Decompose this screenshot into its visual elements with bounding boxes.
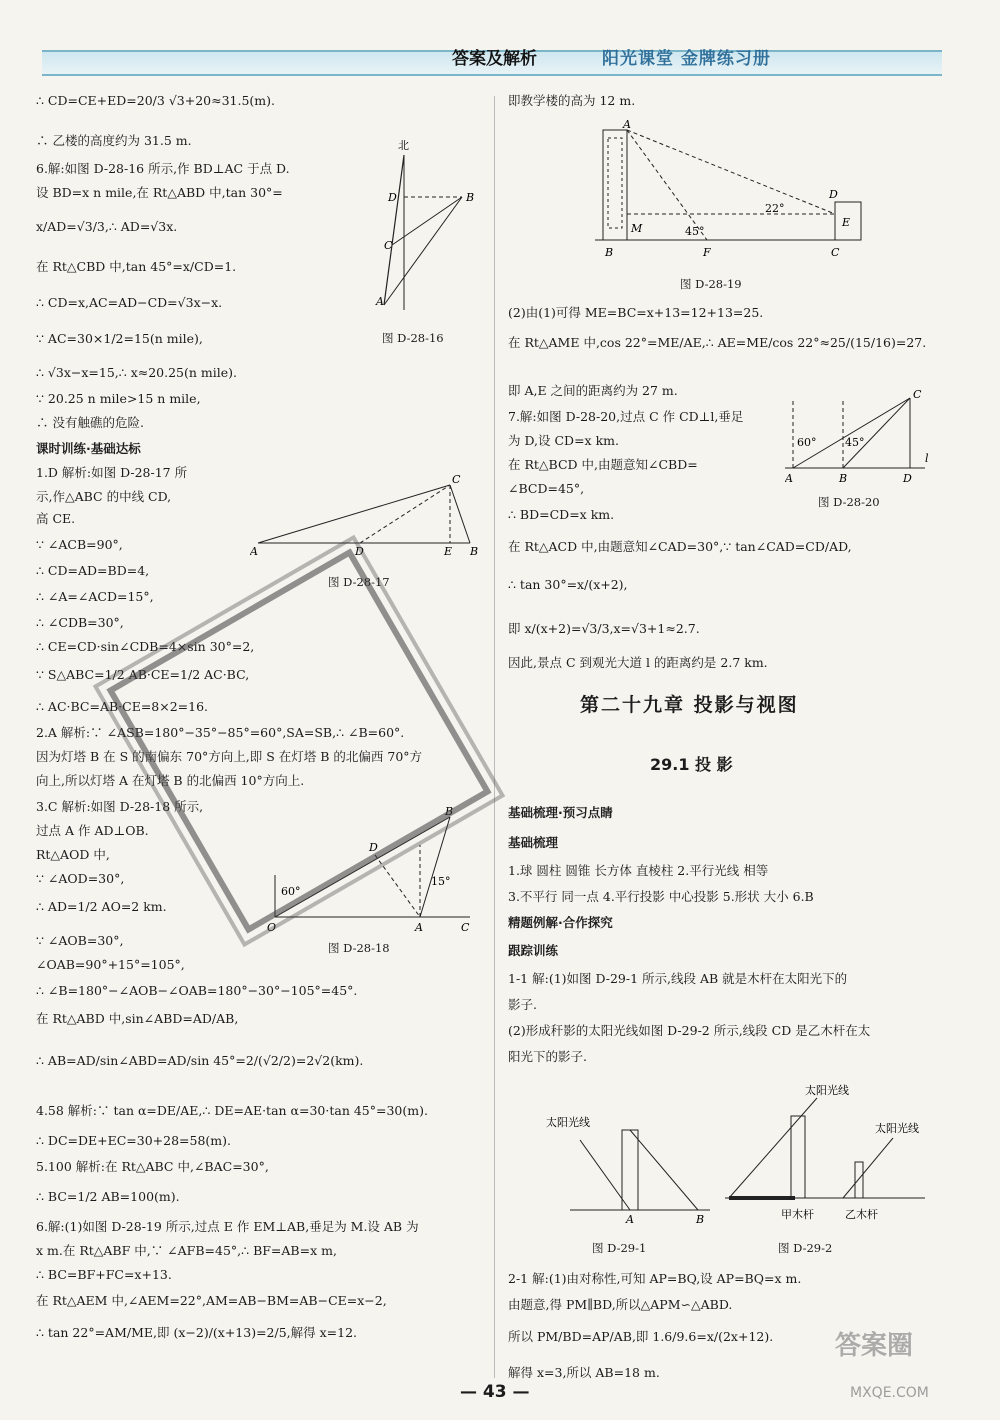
text-line: ∠OAB=90°+15°=105°, [36, 957, 185, 972]
text-line: 因为灯塔 B 在 S 的南偏东 70°方向上,即 S 在灯塔 B 的北偏西 70°方 [36, 749, 423, 764]
north-label: 北 [398, 139, 409, 152]
sunlight-label-3: 太阳光线 [875, 1122, 919, 1135]
figure-d-28-19 [595, 118, 870, 266]
text-line: ∴ tan 22°=AM/ME,即 (x−2)/(x+13)=2/5,解得 x=12. [36, 1325, 358, 1340]
text-line: x m.在 Rt△ABF 中,∵ ∠AFB=45°,∴ BF=AB=x m, [36, 1243, 337, 1258]
text-line: 1.球 圆柱 圆锥 长方体 直棱柱 2.平行光线 相等 [508, 863, 769, 878]
section-heading: 精题例解·合作探究 [508, 915, 613, 930]
text-line: 所以 PM/BD=AP/AB,即 1.6/9.6=x/(2x+12). [508, 1329, 774, 1344]
svg-text:A: A [376, 295, 384, 308]
text-line: ∴ CD=x,AC=AD−CD=√3x−x. [36, 295, 223, 310]
sunlight-label-1: 太阳光线 [546, 1116, 590, 1129]
section-heading: 跟踪训练 [508, 943, 559, 958]
section-heading: 基础梳理 [508, 835, 559, 850]
text-line: ∴ CD=AD=BD=4, [36, 563, 150, 578]
text-line: (2)形成秆影的太阳光线如图 D-29-2 所示,线段 CD 是乙木杆在太 [508, 1023, 871, 1038]
text-line: ∵ ∠ACB=90°, [36, 537, 123, 552]
text-line: ∴ BD=CD=x km. [508, 507, 615, 522]
svg-text:B: B [445, 805, 454, 818]
svg-text:B: B [696, 1213, 705, 1225]
text-line: 在 Rt△ACD 中,由题意知∠CAD=30°,∵ tan∠CAD=CD/AD, [508, 539, 852, 554]
column-divider [494, 96, 495, 1378]
text-line: 因此,景点 C 到观光大道 l 的距离约是 2.7 km. [508, 655, 768, 670]
svg-text:F: F [703, 246, 711, 259]
svg-text:C: C [384, 239, 393, 252]
text-line: ∵ S△ABC=1/2 AB·CE=1/2 AC·BC, [36, 667, 250, 682]
svg-text:E: E [842, 216, 851, 229]
text-line: 为 D,设 CD=x km. [508, 433, 619, 448]
text-line: ∵ AC=30×1/2=15(n mile), [36, 331, 203, 346]
svg-text:D: D [355, 545, 364, 558]
svg-text:45°: 45° [685, 225, 705, 238]
page-header [42, 42, 942, 76]
text-line: ∵ ∠AOD=30°, [36, 871, 125, 886]
svg-text:C: C [913, 390, 922, 401]
text-line: ∠BCD=45°, [508, 481, 585, 496]
text-line: 6.解:(1)如图 D-28-19 所示,过点 E 作 EM⊥AB,垂足为 M.设 AB 为 [36, 1219, 419, 1234]
text-line: 即 x/(x+2)=√3/3,x=√3+1≈2.7. [508, 621, 700, 636]
text-line: ∴ ∠B=180°−∠AOB−∠OAB=180°−30°−105°=45°. [36, 983, 358, 998]
section-heading: 课时训练·基础达标 [36, 441, 141, 456]
svg-text:l: l [925, 452, 929, 465]
svg-text:45°: 45° [845, 436, 865, 449]
svg-text:M: M [631, 222, 643, 235]
text-line: x/AD=√3/3,∴ AD=√3x. [36, 219, 178, 234]
text-line: 3.C 解析:如图 D-28-18 所示, [36, 799, 204, 814]
text-line: (2)由(1)可得 ME=BC=x+13=12+13=25. [508, 305, 764, 320]
text-line: 向上,所以灯塔 A 在灯塔 B 的北偏西 10°方向上. [36, 773, 305, 788]
text-line: ∵ ∠AOB=30°, [36, 933, 124, 948]
text-line: ∵ 20.25 n mile>15 n mile, [36, 391, 201, 406]
text-line: ∴ DC=DE+EC=30+28=58(m). [36, 1133, 232, 1148]
text-line: ∴ ∠A=∠ACD=15°, [36, 589, 154, 604]
caption-d-29-1: 图 D-29-1 [592, 1241, 647, 1255]
sunlight-label-2: 太阳光线 [805, 1084, 849, 1097]
caption-d-28-16: 图 D-28-16 [382, 331, 444, 345]
text-line: 2.A 解析:∵ ∠ASB=180°−35°−85°=60°,SA=SB,∴ ∠B=60°. [36, 725, 405, 740]
text-line: Rt△AOD 中, [36, 847, 110, 862]
text-line: 在 Rt△ABD 中,sin∠ABD=AD/AB, [36, 1011, 239, 1026]
svg-text:D: D [388, 191, 397, 204]
text-line: 解得 x=3,所以 AB=18 m. [508, 1365, 660, 1380]
svg-text:O: O [267, 921, 277, 934]
svg-text:E: E [444, 545, 453, 558]
text-line: ∴ tan 30°=x/(x+2), [508, 577, 628, 592]
corner-watermark: 答案圈 [835, 1331, 914, 1361]
svg-text:A: A [626, 1213, 634, 1225]
svg-text:60°: 60° [797, 436, 817, 449]
text-line: 在 Rt△AEM 中,∠AEM=22°,AM=AB−BM=AB−CE=x−2, [36, 1293, 387, 1308]
svg-text:22°: 22° [765, 202, 785, 215]
text-line: 1-1 解:(1)如图 D-29-1 所示,线段 AB 就是木杆在太阳光下的 [508, 971, 848, 986]
figure-d-28-16 [370, 135, 480, 310]
text-line: 阳光下的影子. [508, 1049, 587, 1064]
svg-text:D: D [369, 841, 378, 854]
caption-d-28-17: 图 D-28-17 [328, 575, 390, 589]
svg-text:A: A [250, 545, 258, 558]
svg-text:A: A [785, 472, 793, 485]
caption-d-28-19: 图 D-28-19 [680, 277, 742, 291]
header-subtitle: 阳光课堂 金牌练习册 [602, 49, 771, 69]
svg-text:60°: 60° [281, 885, 301, 898]
svg-text:D: D [903, 472, 912, 485]
text-line: 3.不平行 同一点 4.平行投影 中心投影 5.形状 大小 6.B [508, 889, 814, 904]
chapter-title: 第二十九章 投影与视图 [580, 694, 799, 716]
text-line: 在 Rt△AME 中,cos 22°=ME/AE,∴ AE=ME/cos 22°≈25/(15/16)=27. [508, 335, 927, 350]
text-line: ∴ 乙楼的高度约为 31.5 m. [36, 133, 192, 148]
text-line: ∴ 没有触礁的危险. [36, 415, 144, 430]
text-line: ∴ BC=BF+FC=x+13. [36, 1267, 172, 1282]
text-line: 1.D 解析:如图 D-28-17 所 [36, 465, 188, 480]
svg-text:B: B [466, 191, 475, 204]
svg-text:B: B [470, 545, 479, 558]
figure-d-28-20 [785, 390, 935, 488]
text-line: 示,作△ABC 的中线 CD, [36, 489, 172, 504]
text-line: 在 Rt△CBD 中,tan 45°=x/CD=1. [36, 259, 237, 274]
text-line: ∴ AB=AD/sin∠ABD=AD/sin 45°=2/(√2/2)=2√2(km). [36, 1053, 364, 1068]
text-line: 在 Rt△BCD 中,由题意知∠CBD= [508, 457, 698, 472]
svg-text:C: C [452, 475, 461, 486]
header-title: 答案及解析 [452, 49, 537, 69]
text-line: ∴ CE=CD·sin∠CDB=4×sin 30°=2, [36, 639, 255, 654]
svg-text:15°: 15° [431, 875, 451, 888]
svg-text:D: D [829, 188, 838, 201]
text-line: 即 A,E 之间的距离约为 27 m. [508, 383, 678, 398]
caption-d-28-18: 图 D-28-18 [328, 941, 390, 955]
text-line: ∴ AC·BC=AB·CE=8×2=16. [36, 699, 209, 714]
text-line: ∴ BC=1/2 AB=100(m). [36, 1189, 180, 1204]
text-line: 2-1 解:(1)由对称性,可知 AP=BQ,设 AP=BQ=x m. [508, 1271, 802, 1286]
text-line: ∴ ∠CDB=30°, [36, 615, 124, 630]
page-number: — 43 — [460, 1382, 530, 1402]
figure-d-29-1 [540, 1100, 720, 1225]
svg-text:B: B [839, 472, 848, 485]
text-line: 6.解:如图 D-28-16 所示,作 BD⊥AC 于点 D. [36, 161, 290, 176]
section-title: 29.1 投 影 [650, 755, 733, 774]
svg-text:B: B [605, 246, 614, 259]
text-line: 即教学楼的高为 12 m. [508, 93, 636, 108]
caption-d-28-20: 图 D-28-20 [818, 495, 880, 509]
text-line: 由题意,得 PM∥BD,所以△APM∽△ABD. [508, 1297, 733, 1312]
text-line: 影子. [508, 997, 537, 1012]
caption-d-29-2: 图 D-29-2 [778, 1241, 833, 1255]
figure-d-28-17 [250, 475, 485, 560]
corner-watermark-url: MXQE.COM [850, 1385, 929, 1401]
svg-text:A: A [415, 921, 423, 934]
figure-d-29-2 [725, 1080, 940, 1230]
section-heading: 基础梳理·预习点睛 [508, 805, 613, 820]
text-line: 4.58 解析:∵ tan α=DE/AE,∴ DE=AE·tan α=30·tan 45°=30(m). [36, 1103, 428, 1118]
text-line: 设 BD=x n mile,在 Rt△ABD 中,tan 30°= [36, 185, 283, 200]
text-line: ∴ CD=CE+ED=20/3 √3+20≈31.5(m). [36, 93, 275, 108]
text-line: 过点 A 作 AD⊥OB. [36, 823, 149, 838]
yi-label: 乙木杆 [845, 1208, 878, 1221]
text-line: 高 CE. [36, 511, 76, 526]
text-line: 5.100 解析:在 Rt△ABC 中,∠BAC=30°, [36, 1159, 269, 1174]
text-line: ∴ √3x−x=15,∴ x≈20.25(n mile). [36, 365, 238, 380]
svg-text:A: A [623, 118, 631, 131]
svg-text:C: C [831, 246, 840, 259]
svg-text:C: C [461, 921, 470, 934]
text-line: ∴ AD=1/2 AO=2 km. [36, 899, 167, 914]
jia-label: 甲木杆 [781, 1208, 814, 1221]
text-line: 7.解:如图 D-28-20,过点 C 作 CD⊥l,垂足 [508, 409, 744, 424]
